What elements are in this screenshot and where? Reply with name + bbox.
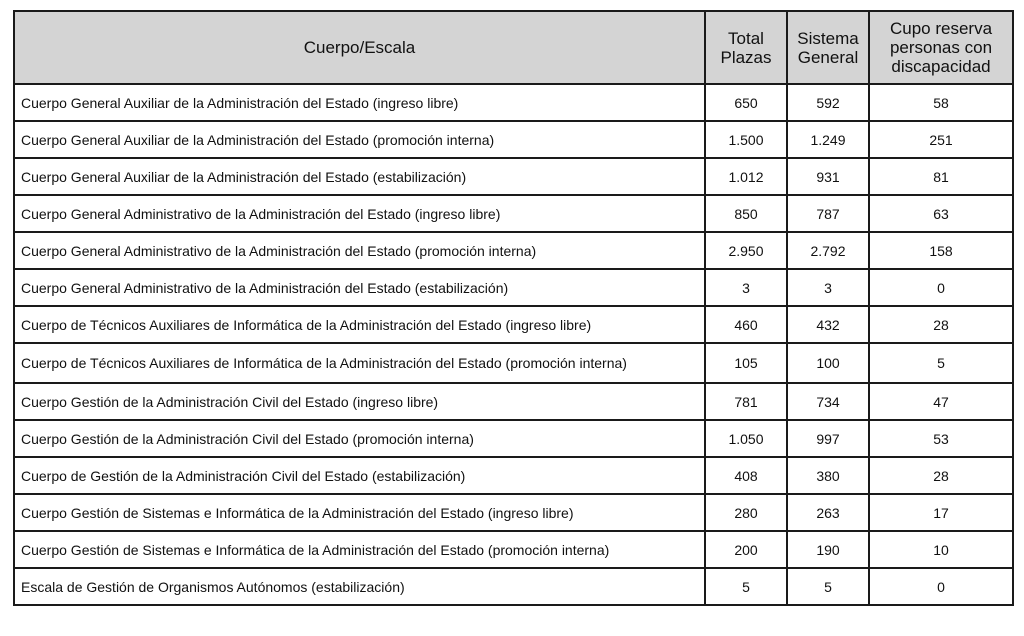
row-sistema-general: 432 [787,306,869,343]
row-total-plazas: 1.500 [705,121,787,158]
row-cupo-reserva: 58 [869,84,1013,121]
row-total-plazas: 1.012 [705,158,787,195]
table-row [14,383,1013,420]
row-sistema-general: 3 [787,269,869,306]
row-total-plazas: 280 [705,494,787,531]
row-cuerpo-name: Escala de Gestión de Organismos Autónomos (estabilización) [14,568,705,605]
row-sistema-general: 380 [787,457,869,494]
row-total-plazas: 408 [705,457,787,494]
row-cupo-reserva: 0 [869,269,1013,306]
table-row [14,420,1013,457]
row-cupo-reserva: 17 [869,494,1013,531]
row-sistema-general: 592 [787,84,869,121]
row-cuerpo-name: Cuerpo General Auxiliar de la Administración del Estado (estabilización) [14,158,705,195]
table-row [14,84,1013,121]
row-cuerpo-name: Cuerpo Gestión de la Administración Civil del Estado (promoción interna) [14,420,705,457]
table-row [14,494,1013,531]
plazas-table-container [13,10,1012,606]
header-total-plazas: Total Plazas [705,11,787,84]
row-cupo-reserva: 5 [869,343,1013,383]
row-cupo-reserva: 0 [869,568,1013,605]
row-cuerpo-name: Cuerpo Gestión de Sistemas e Informática de la Administración del Estado (promoción interna) [14,531,705,568]
row-total-plazas: 105 [705,343,787,383]
row-total-plazas: 200 [705,531,787,568]
row-sistema-general: 997 [787,420,869,457]
table-row [14,343,1013,383]
table-row [14,568,1013,605]
row-cuerpo-name: Cuerpo de Gestión de la Administración Civil del Estado (estabilización) [14,457,705,494]
table-row [14,531,1013,568]
row-sistema-general: 100 [787,343,869,383]
row-sistema-general: 931 [787,158,869,195]
row-cupo-reserva: 251 [869,121,1013,158]
row-cuerpo-name: Cuerpo de Técnicos Auxiliares de Informática de la Administración del Estado (ingreso libre) [14,306,705,343]
table-row [14,232,1013,269]
row-total-plazas: 460 [705,306,787,343]
row-sistema-general: 1.249 [787,121,869,158]
row-cuerpo-name: Cuerpo Gestión de Sistemas e Informática de la Administración del Estado (ingreso libre) [14,494,705,531]
row-cuerpo-name: Cuerpo General Administrativo de la Administración del Estado (estabilización) [14,269,705,306]
row-cuerpo-name: Cuerpo de Técnicos Auxiliares de Informática de la Administración del Estado (promoción interna) [14,343,705,383]
row-total-plazas: 650 [705,84,787,121]
row-cuerpo-name: Cuerpo General Auxiliar de la Administración del Estado (ingreso libre) [14,84,705,121]
row-total-plazas: 781 [705,383,787,420]
row-total-plazas: 2.950 [705,232,787,269]
header-cupo-reserva: Cupo reserva personas con discapacidad [869,11,1013,84]
row-cupo-reserva: 63 [869,195,1013,232]
header-sistema-general: Sistema General [787,11,869,84]
row-sistema-general: 787 [787,195,869,232]
row-cupo-reserva: 28 [869,457,1013,494]
row-sistema-general: 734 [787,383,869,420]
row-sistema-general: 263 [787,494,869,531]
row-cuerpo-name: Cuerpo General Administrativo de la Administración del Estado (ingreso libre) [14,195,705,232]
row-cupo-reserva: 53 [869,420,1013,457]
table-row [14,121,1013,158]
row-cupo-reserva: 47 [869,383,1013,420]
row-total-plazas: 850 [705,195,787,232]
row-total-plazas: 1.050 [705,420,787,457]
row-sistema-general: 2.792 [787,232,869,269]
table-row [14,195,1013,232]
row-cuerpo-name: Cuerpo General Administrativo de la Administración del Estado (promoción interna) [14,232,705,269]
table-row [14,269,1013,306]
row-total-plazas: 5 [705,568,787,605]
table-row [14,306,1013,343]
row-sistema-general: 5 [787,568,869,605]
row-sistema-general: 190 [787,531,869,568]
row-cuerpo-name: Cuerpo Gestión de la Administración Civil del Estado (ingreso libre) [14,383,705,420]
table-row [14,457,1013,494]
row-cupo-reserva: 28 [869,306,1013,343]
table-header-row [14,11,1013,84]
row-cuerpo-name: Cuerpo General Auxiliar de la Administración del Estado (promoción interna) [14,121,705,158]
row-cupo-reserva: 158 [869,232,1013,269]
row-total-plazas: 3 [705,269,787,306]
table-row [14,158,1013,195]
header-cuerpo-escala: Cuerpo/Escala [14,11,705,84]
plazas-table [13,10,1014,606]
row-cupo-reserva: 81 [869,158,1013,195]
row-cupo-reserva: 10 [869,531,1013,568]
